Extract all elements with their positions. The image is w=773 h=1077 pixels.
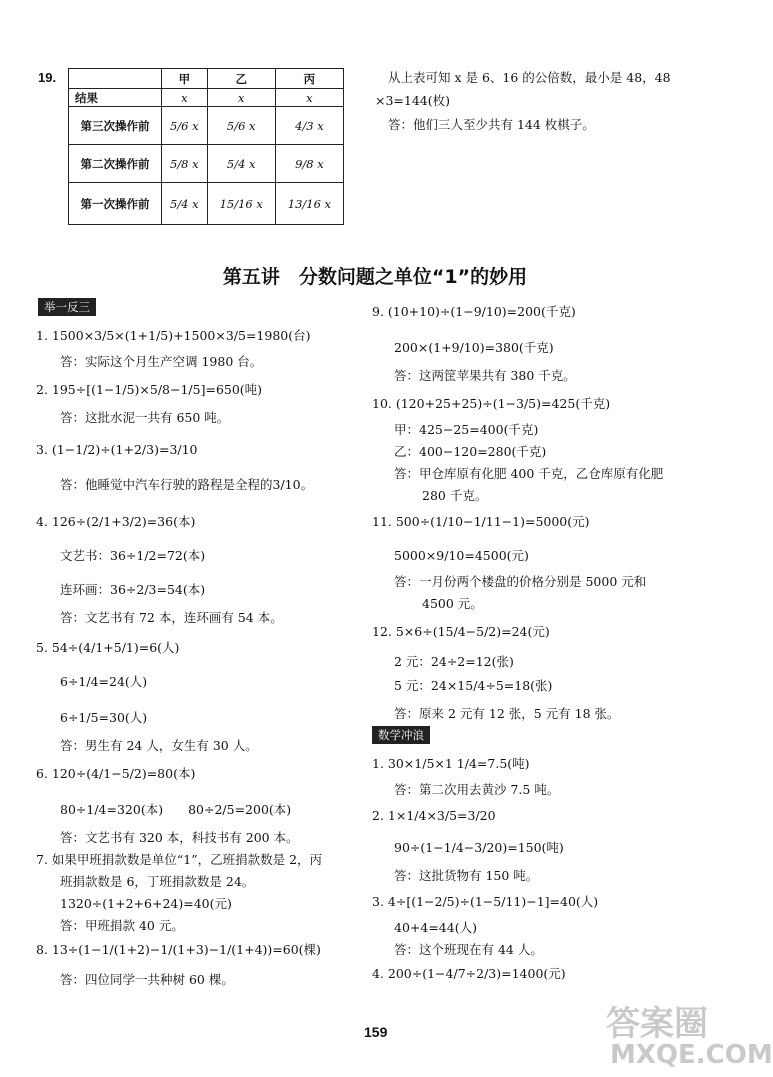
right-line: 280 千克。 — [422, 488, 488, 503]
left-line: 80÷1/4=320(本) 80÷2/5=200(本) — [60, 802, 292, 817]
table-cell: 5/4 x — [207, 145, 275, 183]
table-header-cell: 丙 — [275, 69, 343, 89]
problem-19-text: 从上表可知 x 是 6、16 的公倍数，最小是 48，48 — [388, 70, 671, 85]
right-line: 答：原来 2 元有 12 张，5 元有 18 张。 — [394, 706, 620, 721]
right-line: 2. 1×1/4×3/5=3/20 — [372, 808, 496, 823]
left-line: 班捐款数是 6，丁班捐款数是 24。 — [60, 874, 255, 889]
left-line: 4. 126÷(2/1+3/2)=36(本) — [36, 514, 196, 529]
table-header-cell: 甲 — [162, 69, 208, 89]
right-line: 4500 元。 — [422, 596, 483, 611]
table-cell: 15/16 x — [207, 183, 275, 225]
right-line: 答：一月份两个楼盘的价格分别是 5000 元和 — [394, 574, 647, 589]
right-line: 1. 30×1/5×1 1/4=7.5(吨) — [372, 756, 530, 771]
right-line: 90÷(1−1/4−3/20)=150(吨) — [394, 840, 564, 855]
problem-19-text: ×3=144(枚) — [375, 93, 451, 108]
table-row-label: 结果 — [69, 89, 162, 107]
problem-19-answer: 答：他们三人至少共有 144 枚棋子。 — [388, 117, 595, 132]
right-line: 10. (120+25+25)÷(1−3/5)=425(千克) — [372, 396, 611, 411]
left-line: 1. 1500×3/5×(1+1/5)+1500×3/5=1980(台) — [36, 328, 311, 343]
table-row — [69, 89, 344, 107]
table-row-label: 第二次操作前 — [69, 145, 162, 183]
left-line: 7. 如果甲班捐款数是单位“1”，乙班捐款数是 2，丙 — [36, 852, 323, 867]
left-line: 6÷1/4=24(人) — [60, 674, 148, 689]
left-line: 5. 54÷(4/1+5/1)=6(人) — [36, 640, 180, 655]
table-cell: x — [162, 89, 208, 107]
right-line: 4. 200÷(1−4/7÷2/3)=1400(元) — [372, 966, 566, 981]
right-line: 11. 500÷(1/10−1/11−1)=5000(元) — [372, 514, 590, 529]
table-row — [69, 145, 344, 183]
left-line: 答：甲班捐款 40 元。 — [60, 918, 184, 933]
right-line: 200×(1+9/10)=380(千克) — [394, 340, 554, 355]
right-line: 9. (10+10)÷(1−9/10)=200(千克) — [372, 304, 576, 319]
right-line: 乙：400−120=280(千克) — [394, 444, 547, 459]
table-header-cell: 乙 — [207, 69, 275, 89]
right-line: 40+4=44(人) — [394, 920, 477, 935]
left-line: 6. 120÷(4/1−5/2)=80(本) — [36, 766, 196, 781]
table-cell: 5/4 x — [162, 183, 208, 225]
table-cell: 5/8 x — [162, 145, 208, 183]
right-line: 5000×9/10=4500(元) — [394, 548, 529, 563]
right-line: 答：这批货物有 150 吨。 — [394, 868, 539, 883]
table-cell: 5/6 x — [207, 107, 275, 145]
left-line: 答：他睡觉中汽车行驶的路程是全程的3/10。 — [60, 477, 314, 492]
right-line: 答：第二次用去黄沙 7.5 吨。 — [394, 782, 560, 797]
table-cell: 9/8 x — [275, 145, 343, 183]
table-header-cell — [69, 69, 162, 89]
right-line: 答：这两筐苹果共有 380 千克。 — [394, 368, 576, 383]
left-line: 答：四位同学一共种树 60 棵。 — [60, 972, 234, 987]
right-line: 12. 5×6÷(15/4−5/2)=24(元) — [372, 624, 550, 639]
table-cell: x — [275, 89, 343, 107]
left-line: 8. 13÷(1−1/(1+2)−1/(1+3)−1/(1+4))=60(棵) — [36, 942, 321, 957]
table-cell: 4/3 x — [275, 107, 343, 145]
table-row — [69, 107, 344, 145]
watermark-logo: 答案圈 — [606, 1004, 708, 1044]
right-line: 3. 4÷[(1−2/5)÷(1−5/11)−1]=40(人) — [372, 894, 599, 909]
table-row-label: 第一次操作前 — [69, 183, 162, 225]
left-line: 3. (1−1/2)÷(1+2/3)=3/10 — [36, 442, 198, 457]
section-tag-right: 数学冲浪 — [372, 726, 430, 744]
table-header-row — [69, 69, 344, 89]
table-row — [69, 183, 344, 225]
lecture-title: 第五讲 分数问题之单位“1”的妙用 — [222, 266, 528, 288]
left-line: 答：实际这个月生产空调 1980 台。 — [60, 354, 263, 369]
left-line: 答：这批水泥一共有 650 吨。 — [60, 410, 230, 425]
left-line: 答：男生有 24 人，女生有 30 人。 — [60, 738, 258, 753]
page-number: 159 — [364, 1024, 388, 1040]
right-line: 甲：425−25=400(千克) — [394, 422, 539, 437]
left-line: 6÷1/5=30(人) — [60, 710, 148, 725]
left-line: 1320÷(1+2+6+24)=40(元) — [60, 896, 232, 911]
right-line: 答：这个班现在有 44 人。 — [394, 942, 543, 957]
operations-table — [68, 68, 344, 225]
left-line: 答：文艺书有 72 本，连环画有 54 本。 — [60, 610, 283, 625]
table-cell: 5/6 x — [162, 107, 208, 145]
table-row-label: 第三次操作前 — [69, 107, 162, 145]
right-line: 答：甲仓库原有化肥 400 千克，乙仓库原有化肥 — [394, 466, 664, 481]
watermark-url: MXQE.COM — [610, 1040, 773, 1070]
left-line: 文艺书：36÷1/2=72(本) — [60, 548, 206, 563]
problem-19-number: 19. — [38, 70, 57, 85]
table-cell: x — [207, 89, 275, 107]
left-line: 答：文艺书有 320 本，科技书有 200 本。 — [60, 830, 299, 845]
section-tag-left: 举一反三 — [38, 298, 96, 316]
right-line: 2 元：24÷2=12(张) — [394, 654, 514, 669]
left-line: 连环画：36÷2/3=54(本) — [60, 582, 206, 597]
right-line: 5 元：24×15/4÷5=18(张) — [394, 678, 553, 693]
table-cell: 13/16 x — [275, 183, 343, 225]
left-line: 2. 195÷[(1−1/5)×5/8−1/5]=650(吨) — [36, 382, 263, 397]
